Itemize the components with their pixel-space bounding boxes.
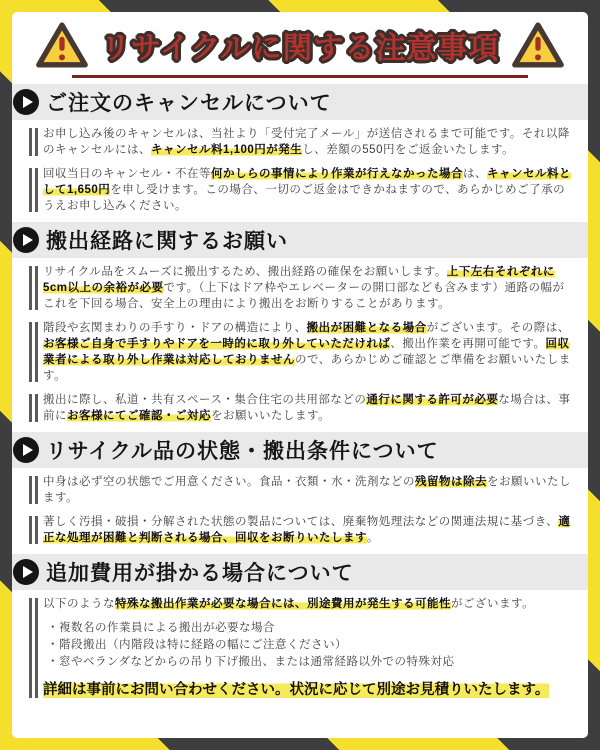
section-heading <box>12 84 588 120</box>
title-underline <box>72 75 528 78</box>
text-run: 著しく汚損・破損・分解された状態の製品については、廃棄物処理法などの関連法規に基づき、 <box>43 516 559 528</box>
highlighted-text: 何かしらの事情により作業が行えなかった場合 <box>211 168 463 180</box>
paragraph <box>29 126 576 158</box>
notice-section <box>12 432 588 546</box>
note-line <box>43 680 576 700</box>
notice-sheet <box>12 12 588 738</box>
text-run: をお願いいたします。 <box>43 476 571 504</box>
section-title: リサイクル品の状態・搬出条件について <box>46 440 439 463</box>
text-run: は、 <box>463 168 487 180</box>
highlighted-text: キャンセル料として1,650円 <box>43 168 571 196</box>
text-run: 階段や玄関まわりの手すり・ドアの構造により、 <box>43 322 307 334</box>
paragraph <box>29 264 576 312</box>
text-run: 。 <box>367 532 379 544</box>
highlighted-text: お客様ご自身で手すりやドアを一時的に取り外していただければ <box>43 338 391 350</box>
highlighted-text: 特殊な搬出作業が必要な場合には、別途費用が発生する可能性 <box>115 598 451 610</box>
text-run: ので、あらかじめご確認とご準備をお願いいたします。 <box>43 354 571 382</box>
bullet-list <box>47 620 576 671</box>
warning-triangle-icon <box>511 21 565 69</box>
highlighted-text: 搬出が困難となる場合 <box>306 322 427 334</box>
paragraph <box>29 166 576 214</box>
text-run: し、差額の550円をご返金いたします。 <box>302 144 515 156</box>
page-title: リサイクルに関する注意事項 <box>100 32 500 65</box>
paragraph <box>29 596 576 700</box>
highlighted-text: 適正な処理が困難と判断される場合、回収をお断りいたします <box>43 516 571 544</box>
notice-sections <box>12 84 588 700</box>
section-heading <box>12 222 588 258</box>
text-run: をお願いいたします。 <box>211 410 331 422</box>
section-title: ご注文のキャンセルについて <box>46 92 332 115</box>
highlighted-text: 詳細は事前にお問い合わせください。状況に応じて別途お見積りいたします。 <box>43 682 550 698</box>
paragraph <box>29 474 576 506</box>
warning-triangle-icon <box>35 21 89 69</box>
highlighted-text: 残留物は除去 <box>415 476 487 488</box>
highlighted-text: 通行に関する許可が必要 <box>366 394 499 406</box>
play-icon <box>13 227 39 253</box>
text-run: な場合は、事前に <box>43 394 571 422</box>
highlighted-text: 上下左右それぞれに5cm以上の余裕が必要 <box>43 266 555 294</box>
text-run: お申し込み後のキャンセルは、当社より「受付完了メール」が送信されるまで可能です。それ以降のキャンセルには、 <box>43 128 570 156</box>
text-run: 回収当日のキャンセル・不在等 <box>43 168 211 180</box>
text-run: 以下のような <box>43 598 115 610</box>
text-run: を申し受けます。この場合、一切のご返金はできかねますので、あらかじめご了承のうえお申し込みください。 <box>43 184 566 212</box>
list-item: ・複数名の作業員による搬出が必要な場合 <box>47 622 275 634</box>
section-title: 搬出経路に関するお願い <box>46 230 288 253</box>
paragraph <box>29 514 576 546</box>
notice-section <box>12 554 588 700</box>
text-run: がございます。その際は、 <box>426 322 570 334</box>
text-run: がございます。 <box>451 598 535 610</box>
paragraph <box>29 320 576 384</box>
text-run: 搬出に際し、私道・共有スペース・集合住宅の共用部などの <box>43 394 367 406</box>
list-item: ・階段搬出（内階段は特に経路の幅にご注意ください） <box>47 639 347 651</box>
text-run: リサイクル品をスムーズに搬出するため、搬出経路の確保をお願いします。 <box>43 266 447 278</box>
highlighted-text: お客様にてご確認・ご対応 <box>67 410 211 422</box>
section-heading <box>12 554 588 590</box>
play-icon <box>13 437 39 463</box>
notice-section <box>12 222 588 424</box>
highlighted-text: 回収業者による取り外し作業は対応しておりません <box>43 338 570 366</box>
text-run: 中身は必ず空の状態でご用意ください。食品・衣類・水・洗剤などの <box>43 476 415 488</box>
list-item: ・窓やベランダなどからの吊り下げ搬出、または通常経路以外での特殊対応 <box>47 656 455 668</box>
paragraph <box>29 392 576 424</box>
section-heading <box>12 432 588 468</box>
play-icon <box>13 89 39 115</box>
section-title: 追加費用が掛かる場合について <box>46 562 354 585</box>
notice-header <box>12 12 588 72</box>
notice-section <box>12 84 588 214</box>
text-run: 、搬出作業を再開可能です。 <box>390 338 546 350</box>
highlighted-text: キャンセル料1,100円が発生 <box>151 144 303 156</box>
text-run: です。（上下はドア枠やエレベーターの開口部なども含みます）通路の幅がこれを下回る場合、安全上の理由により搬出をお断りすることがあります。 <box>43 282 565 310</box>
play-icon <box>13 559 39 585</box>
